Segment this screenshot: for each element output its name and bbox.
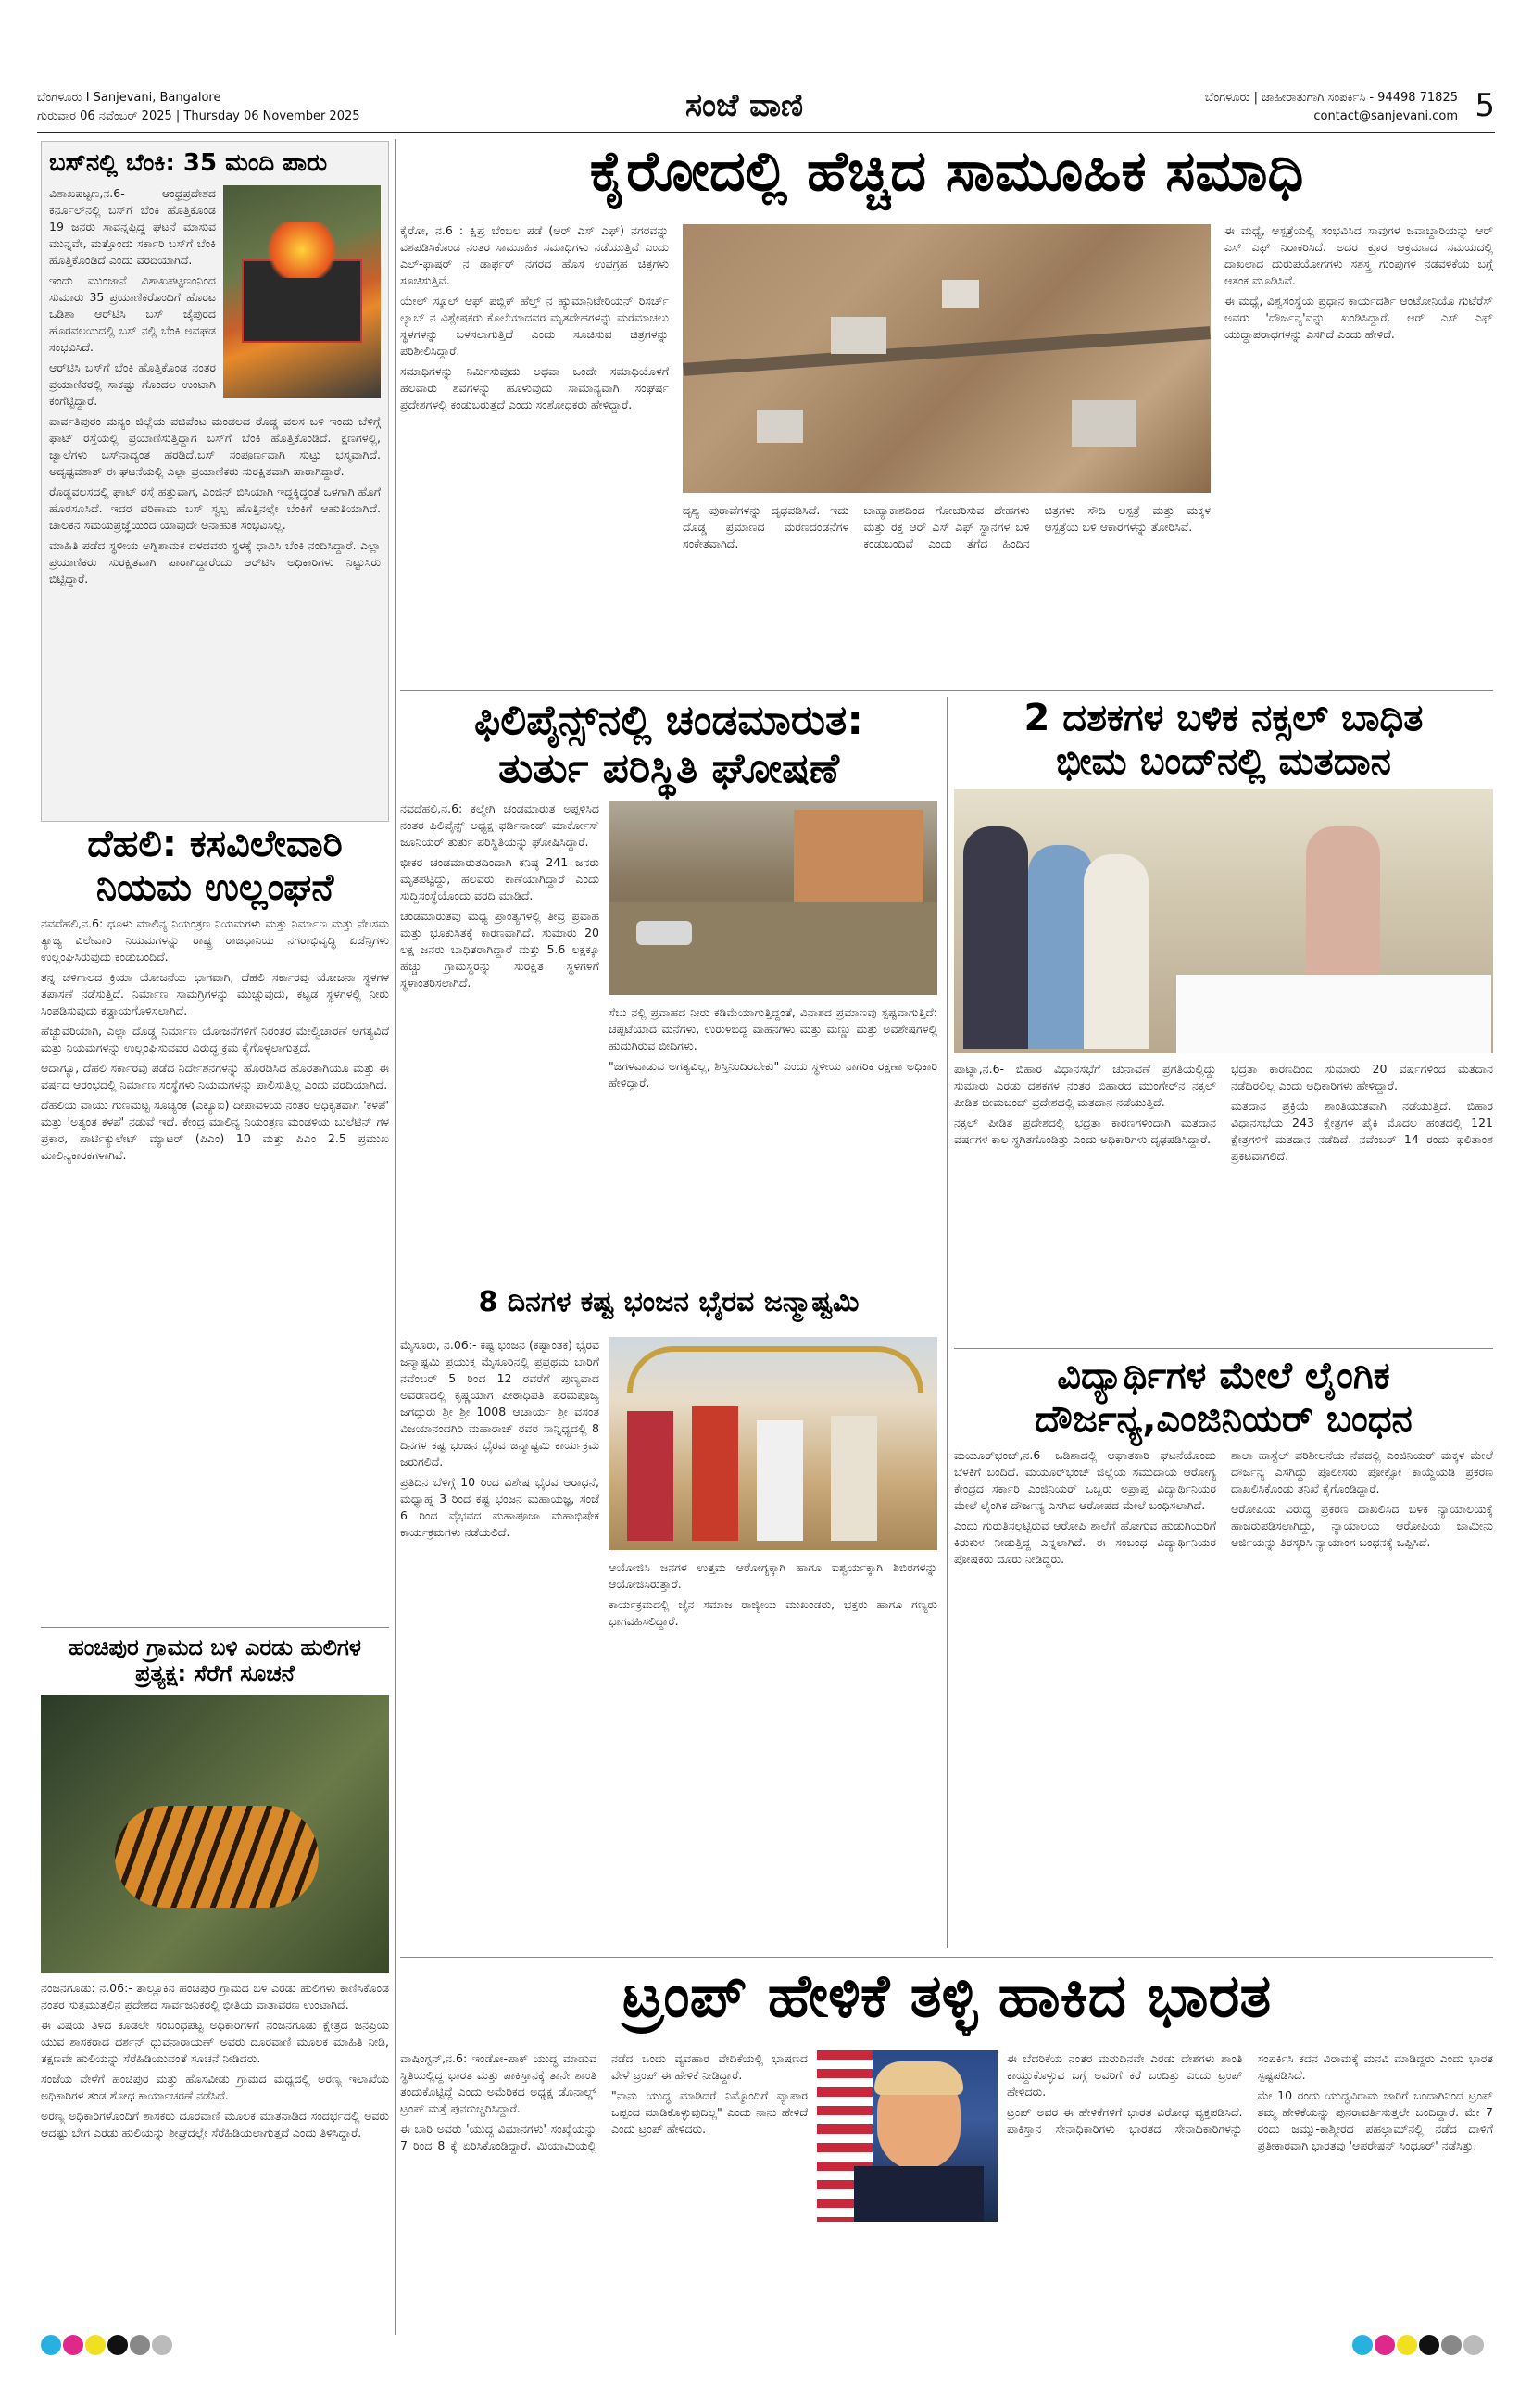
- cairo-headline: ಕೈರೋದಲ್ಲಿ ಹೆಚ್ಚಿದ ಸಾಮೂಹಿಕ ಸಮಾಧಿ: [589, 139, 1304, 204]
- procession-figure-3: [757, 1420, 803, 1541]
- date-kn: ಗುರುವಾರ 06 ನವೆಂಬರ್ 2025: [37, 109, 172, 123]
- registration-marks-left: [41, 2335, 180, 2357]
- paper-city: I Sanjevani, Bangalore: [85, 91, 221, 105]
- engineer-para-1: ಮಯೂರ್‌ಭಂಜ್,ನ.6- ಒಡಿಶಾದಲ್ಲಿ ಆಘಾತಕಾರಿ ಘಟನೆಯೊಂದು ಬೆಳಕಿಗೆ ಬಂದಿದೆ. ಮಯೂರ್‌ಭಂಜ್ ಜಿಲ್ಲೆಯ ಸಮುದಾಯ ಆರೋಗ್ಯ ಕೇಂದ್ರದ ಸರ್ಕಾರಿ ಎಂಜಿನಿಯರ್ ಒಬ್ಬರು ಅಪ್ರಾಪ್ತ ವಿದ್ಯಾರ್ಥಿನಿಯರ ಮೇಲೆ ಲೈಂಗಿಕ ದೌರ್ಜನ್ಯ ಎಸಗಿದ ಆರೋಪದ ಮೇಲೆ ಬಂಧಿಸಲಾಗಿದೆ.: [954, 1448, 1216, 1513]
- bus-para-1: ವಿಶಾಖಪಟ್ಟಣ,ನ.6- ಆಂಧ್ರಪ್ರದೇಶದ ಕರ್ನೂಲ್‌ನಲ್ಲಿ ಬಸ್‌ಗೆ ಬೆಂಕಿ ಹೊತ್ತಿಕೊಂಡ 19 ಜನರು ಸಾವನ್ನಪ್ಪಿದ್ದ ಘಟನೆ ಮಾಸುವ ಮುನ್ನವೇ, ಮತ್ತೊಂದು ಸರ್ಕಾರಿ ಬಸ್‌ಗೆ ಬೆಂಕಿ ಹೊತ್ತಿಕೊಂಡಿದೆ ಎಂದು ವರದಿಯಾಗಿದೆ.: [49, 185, 216, 267]
- bus-photo: [223, 185, 381, 398]
- naxal-para-3: ಭದ್ರತಾ ಕಾರಣದಿಂದ ಸುಮಾರು 20 ವರ್ಷಗಳಿಂದ ಮತದಾನ ನಡೆದಿರಲಿಲ್ಲ ಎಂದು ಅಧಿಕಾರಿಗಳು ಹೇಳಿದ್ದಾರೆ.: [1231, 1062, 1493, 1092]
- divider-cairo: [400, 690, 1493, 691]
- cairo-col-right: [1224, 222, 1493, 347]
- bhairava-para-3: ಆಯೋಜಿಸಿ ಜನಗಳ ಉತ್ತಮ ಆರೋಗ್ಯಕ್ಕಾಗಿ ಹಾಗೂ ಐಶ್ವರ್ಯಕ್ಕಾಗಿ ಶಿಬಿರಗಳನ್ನು ಆಯೋಜಿಸಿರುತ್ತಾರೆ.: [609, 1560, 937, 1591]
- procession-arch: [627, 1346, 923, 1393]
- masthead-right: [1205, 89, 1458, 126]
- bus-para-3: ಆರ್‌ಟಿಸಿ ಬಸ್‌ಗೆ ಬೆಂಕಿ ಹೊತ್ತಿಕೊಂಡ ನಂತರ ಪ್ರಯಾಣಿಕರಲ್ಲಿ ಸಾಕಷ್ಟು ಗೊಂದಲ ಉಂಟಾಗಿ ಕಂಗೆಟ್ಟಿದ್ದಾರೆ.: [49, 359, 216, 408]
- philippines-headline-2: ತುರ್ತು ಪರಿಸ್ಥಿತಿ ಘೋಷಣೆ: [497, 744, 840, 792]
- trump-suit: [854, 2166, 984, 2222]
- philippines-col-left: [400, 801, 599, 995]
- philippines-para-1: ನವದೆಹಲಿ,ನ.6: ಕಲ್ಮೇಗಿ ಚಂಡಮಾರುತ ಅಪ್ಪಳಿಸಿದ ನಂತರ ಫಿಲಿಪೈನ್ಸ್ ಅಧ್ಯಕ್ಷ ಫರ್ಡಿನಾಂಡ್ ಮಾರ್ಕೋಸ್ ಜೂನಿಯರ್ ತುರ್ತು ಪರಿಸ್ಥಿತಿಯನ್ನು ಘೋಷಿಸಿದ್ದಾರೆ.: [400, 801, 599, 849]
- naxal-para-4: ಮತದಾನ ಪ್ರಕ್ರಿಯೆ ಶಾಂತಿಯುತವಾಗಿ ನಡೆಯುತ್ತಿದೆ. ಬಿಹಾರ ವಿಧಾನಸಭೆಯ 243 ಕ್ಷೇತ್ರಗಳ ಪೈಕಿ ಮೊದಲ ಹಂತದಲ್ಲಿ 121 ಕ್ಷೇತ್ರಗಳಿಗೆ ಮತದಾನ ನಡೆದಿದೆ. ನವೆಂಬರ್ 14 ರಂದು ಫಲಿತಾಂಶ ಪ್ರಕಟವಾಗಲಿದೆ.: [1231, 1099, 1493, 1163]
- procession-figure-4: [831, 1416, 877, 1541]
- flood-building: [794, 810, 923, 902]
- naxal-headline-2: ಭೀಮ ಬಂದ್‌ನಲ್ಲಿ ಮತದಾನ: [1056, 740, 1391, 784]
- reg-yellow-r: [1397, 2335, 1417, 2355]
- reg-black: [107, 2335, 128, 2355]
- bus-para-6: ಮಾಹಿತಿ ಪಡೆದ ಸ್ಥಳೀಯ ಅಗ್ನಿಶಾಮಕ ದಳದವರು ಸ್ಥಳಕ್ಕೆ ಧಾವಿಸಿ ಬೆಂಕಿ ನಂದಿಸಿದ್ದಾರೆ. ಎಲ್ಲಾ ಪ್ರಯಾಣಿಕರು ಸುರಕ್ಷಿತವಾಗಿ ಪಾರಾಗಿದ್ದಾರೆಂದು ಆರ್‌ಟಿಸಿ ಅಧಿಕಾರಿಗಳು ನಿಟ್ಟುಸಿರು ಬಿಟ್ಟಿದ್ದಾರೆ.: [49, 537, 381, 586]
- trump-para-2: ಈ ಬಾರಿ ಅವರು 'ಯುದ್ಧ ವಿಮಾನಗಳು' ಸಂಖ್ಯೆಯನ್ನು 7 ರಿಂದ 8 ಕ್ಕೆ ಏರಿಸಿಕೊಂಡಿದ್ದಾರೆ. ಮಿಯಾಮಿಯಲ್ಲಿ ನಡೆದ ಒಂದು ವ್ಯವಹಾರ ವೇದಿಕೆಯಲ್ಲಿ ಭಾಷಣದ ವೇಳೆ ಟ್ರಂಪ್ ಈ ಹೇಳಿಕೆ ನೀಡಿದ್ದಾರೆ.: [400, 2051, 808, 2152]
- engineer-body: [954, 1447, 1493, 1568]
- contact-email[interactable]: contact@sanjevani.com: [1313, 109, 1458, 123]
- trump-hair: [874, 2061, 963, 2095]
- city-kn: ಬೆಂಗಳೂರು: [37, 91, 82, 105]
- trump-col-left: [400, 2050, 808, 2154]
- reg-cyan-r: [1352, 2335, 1373, 2355]
- delhi-para-2: ತನ್ನ ಚಳಿಗಾಲದ ಕ್ರಿಯಾ ಯೋಜನೆಯ ಭಾಗವಾಗಿ, ದೆಹಲಿ ಸರ್ಕಾರವು ಯೋಜನಾ ಸ್ಥಳಗಳ ತಪಾಸಣೆ ನಡೆಸುತ್ತಿದೆ. ನಿರ್ಮಾಣ ಸಾಮಗ್ರಿಗಳನ್ನು ಮುಚ್ಚುವುದು, ಕಟ್ಟಡ ಸ್ಥಳಗಳಲ್ಲಿ ನೀರು ಸಿಂಪಡಿಸುವುದು ಕಡ್ಡಾಯಗೊಳಿಸಲಾಗಿದೆ.: [41, 970, 389, 1018]
- article-tiger: [41, 1634, 389, 2320]
- polling-photo: [954, 789, 1493, 1053]
- divider-naxal: [954, 1348, 1493, 1349]
- delhi-para-4: ಆದಾಗ್ಯೂ, ದೆಹಲಿ ಸರ್ಕಾರವು ಪಡೆದ ನಿರ್ದೇಶನಗಳನ್ನು ಹೊರಡಿಸಿದ ಹೊರತಾಗಿಯೂ ಮತ್ತು ಈ ವರ್ಷದ ಆರಂಭದಲ್ಲಿ ನಿರ್ಮಾಣ ಸಂಸ್ಥೆಗಳು ನಿಯಮಗಳನ್ನು ಪಾಲಿಸುತ್ತಿಲ್ಲ ಎಂದು ವರದಿಯಾಗಿದೆ.: [41, 1061, 389, 1092]
- tiger-para-3: ಸಂಜೆಯ ವೇಳೆಗೆ ಹಂಚಿಪುರ ಮತ್ತು ಹೊಸವೀಡು ಗ್ರಾಮದ ಮಧ್ಯದಲ್ಲಿ ಅರಣ್ಯ ಇಲಾಖೆಯ ಅಧಿಕಾರಿಗಳ ತಂಡ ಶೋಧ ಕಾರ್ಯಾಚರಣೆ ನಡೆಸಿದೆ.: [41, 2071, 389, 2102]
- trump-headline: ಟ್ರಂಪ್ ಹೇಳಿಕೆ ತಳ್ಳಿ ಹಾಕಿದ ಭಾರತ: [622, 1962, 1272, 2031]
- bus-para-5: ರೊಡ್ಡವಲಸದಲ್ಲಿ ಘಾಟ್ ರಸ್ತೆ ಹತ್ತುವಾಗ, ಎಂಜಿನ್ ಬಿಸಿಯಾಗಿ ಇದ್ದಕ್ಕಿದ್ದಂತೆ ಒಳಗಾಗಿ ಹೊಗೆ ಹೊರಸೂಸಿದೆ. ಇದರ ಪರಿಣಾಮ ಬಸ್ ಸ್ವಲ್ಪ ಹೊತ್ತಿನಲ್ಲೇ ಬೆಂಕಿಗೆ ಆಹುತಿಯಾಗಿದೆ. ಚಾಲಕನ ಸಮಯಪ್ರಜ್ಞೆಯಿಂದ ಯಾವುದೇ ಅನಾಹುತ ಸಂಭವಿಸಿಲ್ಲ.: [49, 484, 381, 532]
- engineer-headline-2: ದೌರ್ಜನ್ಯ,ಎಂಜಿನಿಯರ್ ಬಂಧನ: [1035, 1398, 1413, 1442]
- cairo-para-3: ಸಮಾಧಿಗಳನ್ನು ನಿರ್ಮಿಸುವುದು ಅಥವಾ ಒಂದೇ ಸಮಾಧಿಯೊಳಗೆ ಹಲವಾರು ಶವಗಳನ್ನು ಹೂಳುವುದು ಸಾಮಾನ್ಯವಾಗಿ ಸಂಘರ್ಷ ಪ್ರದೇಶಗಳಲ್ಲಿ ಕಂಡುಬರುತ್ತದೆ ಎಂದು ಸಂಶೋಧಕರು ಹೇಳಿದ್ದಾರೆ.: [400, 364, 669, 411]
- cairo-para-1: ಕೈರೋ, ನ.6 : ಕ್ಷಿಪ್ರ ಬೆಂಬಲ ಪಡೆ (ಆರ್ ಎಸ್ ಎಫ್) ನಗರವನ್ನು ವಶಪಡಿಸಿಕೊಂಡ ನಂತರ ಸಾಮೂಹಿಕ ಸಮಾಧಿಗಳು ನಡೆಯುತ್ತಿವೆ ಎಂದು ಎಲ್-ಫಾಷರ್ ನ ಡಾರ್ಫರ್ ನಗರದ ಹೊಸ ಉಪಗ್ರಹ ಚಿತ್ರಗಳು ಸೂಚಿಸುತ್ತಿವೆ.: [400, 223, 669, 287]
- tiger-photo: [41, 1695, 389, 1973]
- registration-marks-right: [1352, 2335, 1491, 2357]
- procession-figure-2: [692, 1406, 738, 1541]
- delhi-para-3: ಹೆಚ್ಚುವರಿಯಾಗಿ, ಎಲ್ಲಾ ದೊಡ್ಡ ನಿರ್ಮಾಣ ಯೋಜನೆಗಳಿಗೆ ನಿರಂತರ ಮೇಲ್ವಿಚಾರಣೆ ಅಗತ್ಯವಿದೆ ಮತ್ತು ನಿಯಮಗಳನ್ನು ಉಲ್ಲಂಘಿಸುವವರ ವಿರುದ್ಧ ಕ್ರಮ ಕೈಗೊಳ್ಳಲಾಗುತ್ತದೆ.: [41, 1024, 389, 1055]
- tiger-headline: ಹಂಚಿಪುರ ಗ್ರಾಮದ ಬಳಿ ಎರಡು ಹುಲಿಗಳ ಪ್ರತ್ಯಕ್ಷ: ಸೆರೆಗೆ ಸೂಚನೆ: [69, 1634, 361, 1687]
- naxal-headline-1: 2 ದಶಕಗಳ ಬಳಿಕ ನಕ್ಸಲ್ ಬಾಧಿತ: [1023, 697, 1424, 739]
- bhairava-headline: 8 ದಿನಗಳ ಕಷ್ಟ ಭಂಜನ ಭೈರವ ಜನ್ಮಾಷ್ಟಮಿ: [478, 1286, 860, 1318]
- reg-grey-2-r: [1463, 2335, 1484, 2355]
- bus-para-4: ಪಾರ್ವತಿಪುರಂ ಮನ್ಯಂ ಜಿಲ್ಲೆಯ ಪಚಿಪೆಂಟ ಮಂಡಲದ ರೊಡ್ಡ ವಲಸ ಬಳಿ ಇಂದು ಬೆಳಿಗ್ಗೆ ಘಾಟ್ ರಸ್ತೆಯಲ್ಲಿ ಪ್ರಯಾಣಿಸುತ್ತಿದ್ದಾಗ ಬಸ್‌ಗೆ ಬೆಂಕಿ ಹೊತ್ತಿಕೊಂಡಿದೆ. ಕ್ಷಣಗಳಲ್ಲಿ, ಜ್ವಾಲೆಗಳು ಬಸ್‌ನಾದ್ಯಂತ ಹರಡಿದೆ.ಬಸ್ ಸಂಪೂರ್ಣವಾಗಿ ಸುಟ್ಟು ಭಸ್ಮವಾಗಿದೆ. ಅದೃಷ್ಟವಶಾತ್ ಈ ಘಟನೆಯಲ್ಲಿ ಎಲ್ಲಾ ಪ್ರಯಾಣಿಕರು ಸುರಕ್ಷಿತವಾಗಿ ಪಾರಾಗಿದ್ದಾರೆ.: [49, 413, 381, 478]
- trump-col-right: [1007, 2050, 1493, 2154]
- tiger-para-2: ಈ ವಿಷಯ ತಿಳಿದ ಕೂಡಲೇ ಸಂಬಂಧಪಟ್ಟ ಅಧಿಕಾರಿಗಳಿಗೆ ನಂಜನಗೂಡು ಕ್ಷೇತ್ರದ ಜನಪ್ರಿಯ ಯುವ ಶಾಸಕರಾದ ದರ್ಶನ್ ಧ್ರುವನಾರಾಯಣ್ ಅವರು ದೂರವಾಣಿ ಮೂಲಕ ಮಾಹಿತಿ ನೀಡಿ, ತಕ್ಷಣವೇ ಹುಲಿಯನ್ನು ಸೆರೆಹಿಡಿಯುವಂತೆ ಸೂಚನೆ ನೀಡಿದರು.: [41, 2017, 389, 2065]
- divider-delhi: [41, 1627, 389, 1628]
- philippines-headline-1: ಫಿಲಿಪೈನ್ಸ್‌ನಲ್ಲಿ ಚಂಡಮಾರುತ:: [474, 697, 863, 744]
- reg-grey-2: [152, 2335, 172, 2355]
- article-trump: [400, 1962, 1493, 2328]
- delhi-body: [41, 915, 389, 1164]
- reg-grey-1-r: [1441, 2335, 1462, 2355]
- article-bus: [41, 141, 389, 822]
- article-engineer: [954, 1355, 1493, 1952]
- engineer-para-2: ಎಂದು ಗುರುತಿಸಲ್ಪಟ್ಟಿರುವ ಆರೋಪಿ ಶಾಲೆಗೆ ಹೋಗುವ ಹುಡುಗಿಯರಿಗೆ ಕಿರುಕುಳ ನೀಡುತ್ತಿದ್ದ ಎನ್ನಲಾಗಿದೆ. ಈ ಸಂಬಂಧ ವಿದ್ಯಾರ್ಥಿನಿಯರ ಪೋಷಕರು ದೂರು ನೀಡಿದ್ದರು.: [954, 1519, 1216, 1567]
- philippines-para-3: ಚಂಡಮಾರುತವು ಮಧ್ಯ ಪ್ರಾಂತ್ಯಗಳಲ್ಲಿ ತೀವ್ರ ಪ್ರವಾಹ ಮತ್ತು ಭೂಕುಸಿತಕ್ಕೆ ಕಾರಣವಾಗಿದೆ. ಸುಮಾರು 20 ಲಕ್ಷ ಜನರು ಬಾಧಿತರಾಗಿದ್ದಾರೆ ಮತ್ತು 5.6 ಲಕ್ಷಕ್ಕೂ ಹೆಚ್ಚು ಗ್ರಾಮಸ್ಥರನ್ನು ಸುರಕ್ಷಿತ ಸ್ಥಳಗಳಿಗೆ ಸ್ಥಳಾಂತರಿಸಲಾಗಿದೆ.: [400, 909, 599, 990]
- philippines-para-2: ಭೀಕರ ಚಂಡಮಾರುತದಿಂದಾಗಿ ಕನಿಷ್ಠ 241 ಜನರು ಮೃತಪಟ್ಟಿದ್ದು, ಹಲವರು ಕಾಣೆಯಾಗಿದ್ದಾರೆ ಎಂದು ಸುದ್ದಿಸಂಸ್ಥೆಯೊಂದು ವರದಿ ಮಾಡಿದೆ.: [400, 855, 599, 902]
- tiger-body: [41, 1980, 389, 2141]
- bhairava-col-left: [400, 1337, 599, 1544]
- divider-mid: [947, 697, 948, 1948]
- philippines-para-5: "ಜಗಳವಾಡುವ ಅಗತ್ಯವಿಲ್ಲ, ಶಿಸ್ತಿನಿಂದಿರಬೇಕು" ಎಂದು ಸ್ಥಳೀಯ ನಾಗರಿಕ ರಕ್ಷಣಾ ಅಧಿಕಾರಿ ಹೇಳಿದ್ದಾರೆ.: [609, 1059, 937, 1090]
- reg-cyan: [41, 2335, 61, 2355]
- divider-bottom: [400, 1957, 1493, 1958]
- bhairava-para-2: ಪ್ರತಿದಿನ ಬೆಳಿಗ್ಗೆ 10 ರಿಂದ ವಿಶೇಷ ಭೈರವ ಆರಾಧನೆ, ಮಧ್ಯಾಹ್ನ 3 ರಿಂದ ಕಷ್ಟ ಭಂಜನ ಮಹಾಯಜ್ಞ, ಸಂಜೆ 6 ರಿಂದ ವೈಭವದ ಮಹಾಪೂಜಾ ಮಹಾಭಿಷೇಕ ಕಾರ್ಯಕ್ರಮಗಳು ನಡೆಯಲಿದೆ.: [400, 1475, 599, 1539]
- voter-elderly: [1084, 854, 1149, 1049]
- engineer-headline: [954, 1355, 1493, 1442]
- satellite-building-1: [831, 317, 886, 354]
- date-en: | Thursday 06 November 2025: [175, 109, 360, 123]
- trump-para-4: ಈ ಬೆದರಿಕೆಯ ನಂತರ ಮರುದಿನವೇ ಎರಡು ದೇಶಗಳು ಶಾಂತಿ ಕಾಯ್ದುಕೊಳ್ಳುವ ಬಗ್ಗೆ ಅವರಿಗೆ ಕರೆ ಬಂದಿತ್ತು ಎಂದು ಟ್ರಂಪ್ ಹೇಳಿದರು.: [1007, 2051, 1243, 2099]
- flood-car: [636, 921, 692, 945]
- naxal-headline: [954, 697, 1493, 784]
- naxal-body: [954, 1061, 1493, 1165]
- delhi-headline: [41, 823, 389, 910]
- divider-left: [395, 139, 396, 2335]
- engineer-para-3: ಶಾಲಾ ಹಾಸ್ಟೆಲ್ ಪರಿಶೀಲನೆಯ ನೆಪದಲ್ಲಿ ಎಂಜಿನಿಯರ್ ಮಕ್ಕಳ ಮೇಲೆ ದೌರ್ಜನ್ಯ ಎಸಗಿದ್ದು ಪೊಲೀಸರು ಪೋಕ್ಸೋ ಕಾಯ್ದೆಯಡಿ ಪ್ರಕರಣ ದಾಖಲಿಸಿಕೊಂಡು ತನಿಖೆ ಕೈಗೊಂಡಿದ್ದಾರೆ.: [1231, 1448, 1493, 1496]
- article-bhairava: [400, 1286, 937, 1953]
- tiger-para-4: ಅರಣ್ಯ ಅಧಿಕಾರಿಗಳೊಂದಿಗೆ ಶಾಸಕರು ದೂರವಾಣಿ ಮೂಲಕ ಮಾತನಾಡಿದ ಸಂದರ್ಭದಲ್ಲಿ ಅವರು ಆದಷ್ಟು ಬೇಗ ಎರಡು ಹುಲಿಯನ್ನು ಶೀಘ್ರದಲ್ಲೇ ಸೆರೆಹಿಡಿಯಲಾಗುತ್ತದೆ ಎಂದು ತಿಳಿಸಿದ್ದಾರೆ.: [41, 2108, 389, 2139]
- flood-water: [609, 902, 937, 995]
- satellite-building-2: [942, 280, 979, 308]
- procession-figure-1: [627, 1411, 673, 1541]
- page-number: 5: [1475, 87, 1495, 124]
- trump-para-6: ಮೇ 10 ರಂದು ಯುದ್ಧವಿರಾಮ ಜಾರಿಗೆ ಬಂದಾಗಿನಿಂದ ಟ್ರಂಪ್ ತಮ್ಮ ಹೇಳಿಕೆಯನ್ನು ಪುನರಾವರ್ತಿಸುತ್ತಲೇ ಬಂದಿದ್ದಾರೆ. ಮೇ 7 ರಂದು ಜಮ್ಮು-ಕಾಶ್ಮೀರದ ಪಹಲ್ಗಾಮ್‌ನಲ್ಲಿ ನಡೆದ ದಾಳಿಗೆ ಪ್ರತೀಕಾರವಾಗಿ ಭಾರತವು 'ಆಪರೇಷನ್ ಸಿಂಧೂರ್' ನಡೆಸಿತ್ತು.: [1257, 2088, 1493, 2152]
- bhairava-col-bottom: [609, 1559, 937, 1633]
- procession-photo: [609, 1337, 937, 1550]
- cairo-para-6: ಈ ಮಧ್ಯೆ, ಆಸ್ಪತ್ರೆಯಲ್ಲಿ ಸಂಭವಿಸಿದ ಸಾವುಗಳ ಜವಾಬ್ದಾರಿಯನ್ನು ಆರ್ ಎಸ್ ಎಫ್ ನಿರಾಕರಿಸಿದೆ. ಅದರ ಕ್ರೂರ ಆಕ್ರಮಣದ ಸಮಯದಲ್ಲಿ ದಾಖಲಾದ ದುರುಪಯೋಗಗಳು ಸಶಸ್ತ್ರ ಗುಂಪುಗಳ ನಡವಳಿಕೆಯ ಬಗ್ಗೆ ಆತಂಕ ಮೂಡಿಸಿವೆ.: [1224, 223, 1493, 287]
- bhairava-para-4: ಕಾರ್ಯಕ್ರಮದಲ್ಲಿ ಜೈನ ಸಮಾಜ ರಾಜ್ಯೀಯ ಮುಖಂಡರು, ಭಕ್ತರು ಹಾಗೂ ಗಣ್ಯರು ಭಾಗವಹಿಸಲಿದ್ದಾರೆ.: [609, 1597, 937, 1628]
- ad-contact: ಬೆಂಗಳೂರು | ಜಾಹೀರಾತುಗಾಗಿ ಸಂಪರ್ಕಿಸಿ - 94498 71825: [1204, 91, 1458, 105]
- delhi-para-5: ದೆಹಲಿಯ ವಾಯು ಗುಣಮಟ್ಟ ಸೂಚ್ಯಂಕ (ಎಕ್ಯೂಐ) ದೀಪಾವಳಿಯ ನಂತರ ಅಧಿಕೃತವಾಗಿ 'ಕಳಪೆ' ಮತ್ತು 'ಅತ್ಯಂತ ಕಳಪೆ' ನಡುವೆ ಇದೆ. ಕೇಂದ್ರ ಮಾಲಿನ್ಯ ನಿಯಂತ್ರಣ ಮಂಡಳಿಯ ಬುಲೆಟಿನ್ ಗಳ ಪ್ರಕಾರ, ಪಾರ್ಟಿಕ್ಯುಲೇಟ್ ಮ್ಯಾಟರ್ (ಪಿಎಂ) 10 ಮತ್ತು ಪಿಎಂ 2.5 ಪ್ರಮುಖ ಮಾಲಿನ್ಯಕಾರಕಗಳಾಗಿವೆ.: [41, 1098, 389, 1163]
- reg-yellow: [85, 2335, 106, 2355]
- satellite-building-4: [757, 410, 803, 443]
- philippines-col-bottom: [609, 1004, 937, 1095]
- bhairava-para-1: ಮೈಸೂರು, ನ.06:- ಕಷ್ಟ ಭಂಜನ (ಕಷ್ಟಾಂತಕ) ಭೈರವ ಜನ್ಮಾಷ್ಟಮಿ ಪ್ರಯುಕ್ತ ಮೈಸೂರಿನಲ್ಲಿ ಪ್ರಪ್ರಥಮ ಬಾರಿಗೆ ನವೆಂಬರ್ 5 ರಿಂದ 12 ರವರೆಗೆ ಪುಣ್ಯವಾದ ಅವರಣದಲ್ಲಿ ಕೃಷ್ಣಯಾಗ ಪೀಠಾಧಿಪತಿ ಪರಮಪೂಜ್ಯ ಜಗದ್ಗುರು ಶ್ರೀ ಶ್ರೀ 1008 ಆಚಾರ್ಯ ಶ್ರೀ ವಸಂತ ವಿಜಯಾನಂದಗಿರಿ ಮಹಾರಾಜ್ ರವರ ಸಾನ್ನಿಧ್ಯದಲ್ಲಿ 8 ದಿನಗಳ ಕಷ್ಟ ಭಂಜನ ಭೈರವ ಜನ್ಮಾಷ್ಟಮಿ ಕಾರ್ಯಕ್ರಮ ಜರುಗಲಿದೆ.: [400, 1338, 599, 1469]
- engineer-headline-1: ವಿದ್ಯಾರ್ಥಿಗಳ ಮೇಲೆ ಲೈಂಗಿಕ: [1057, 1355, 1390, 1397]
- fire-flames: [260, 222, 344, 278]
- article-naxal: [954, 697, 1493, 1345]
- trump-para-3: "ನಾನು ಯುದ್ಧ ಮಾಡಿದರೆ ನಿಮ್ಮೊಂದಿಗೆ ವ್ಯಾಪಾರ ಒಪ್ಪಂದ ಮಾಡಿಕೊಳ್ಳುವುದಿಲ್ಲ" ಎಂದು ನಾನು ಹೇಳಿದೆ ಎಂದು ಟ್ರಂಪ್ ಹೇಳಿದರು.: [611, 2088, 808, 2136]
- polling-table: [1176, 975, 1491, 1053]
- cairo-col-bottom: [683, 502, 1211, 552]
- engineer-para-4: ಆರೋಪಿಯ ವಿರುದ್ಧ ಪ್ರಕರಣ ದಾಖಲಿಸಿದ ಬಳಿಕ ನ್ಯಾಯಾಲಯಕ್ಕೆ ಹಾಜರುಪಡಿಸಲಾಗಿದ್ದು, ನ್ಯಾಯಾಲಯ ಆರೋಪಿಯ ಜಾಮೀನು ಅರ್ಜಿಯನ್ನು ತಿರಸ್ಕರಿಸಿ ನ್ಯಾಯಾಂಗ ಬಂಧನಕ್ಕೆ ಒಪ್ಪಿಸಿದೆ.: [1231, 1502, 1493, 1550]
- trump-para-5: ಟ್ರಂಪ್ ಅವರ ಈ ಹೇಳಿಕೆಗಳಿಗೆ ಭಾರತ ವಿರೋಧ ವ್ಯಕ್ತಪಡಿಸಿದೆ. ಪಾಕಿಸ್ತಾನ ಸೇನಾಧಿಕಾರಿಗಳು ಭಾರತದ ಸೇನಾಧಿಕಾರಿಗಳನ್ನು ಸಂಪರ್ಕಿಸಿ ಕದನ ವಿರಾಮಕ್ಕೆ ಮನವಿ ಮಾಡಿದ್ದರು ಎಂದು ಭಾರತ ಸ್ಪಷ್ಟಪಡಿಸಿದೆ.: [1007, 2051, 1493, 2136]
- delhi-headline-1: ದೆಹಲಿ: ಕಸವಿಲೇವಾರಿ: [87, 823, 343, 865]
- cairo-para-7: ಈ ಮಧ್ಯೆ, ವಿಶ್ವಸಂಸ್ಥೆಯ ಪ್ರಧಾನ ಕಾರ್ಯದರ್ಶಿ ಆಂಟೋನಿಯೊ ಗುಟೆರೆಸ್ ಅವರು 'ದೌರ್ಜನ್ಯ'ವನ್ನು ಖಂಡಿಸಿದ್ದಾರೆ. ಆರ್ ಎಸ್ ಎಫ್ ಯುದ್ಧಾಪರಾಧಗಳನ್ನು ಎಸಗಿದೆ ಎಂದು ಹೇಳಿದೆ.: [1224, 294, 1493, 341]
- masthead: [37, 85, 1495, 133]
- delhi-headline-2: ನಿಯಮ ಉಲ್ಲಂಘನೆ: [95, 866, 334, 910]
- reg-black-r: [1419, 2335, 1439, 2355]
- article-cairo: [400, 139, 1493, 681]
- cairo-col-left: [400, 222, 669, 417]
- satellite-image: [683, 224, 1211, 493]
- cairo-para-5: ಬಾಹ್ಯಾಕಾಶದಿಂದ ಗೋಚರಿಸುವ ದೇಹಗಳು ಮತ್ತು ರಕ್ತ ಆರ್ ಎಸ್ ಎಫ್ ಸ್ಥಾನಗಳ ಬಳಿ ಕಂಡುಬಂದಿವೆ ಎಂದು ತೆಗೆದ ಹಿಂದಿನ ಚಿತ್ರಗಳು ಸೌದಿ ಆಸ್ಪತ್ರೆ ಮತ್ತು ಮಕ್ಕಳ ಆಸ್ಪತ್ರೆಯ ಬಳಿ ಆಕಾರಗಳನ್ನು ತೋರಿಸಿವೆ.: [863, 503, 1211, 550]
- article-delhi: [41, 823, 389, 1620]
- cairo-para-4: ದೃಶ್ಯ ಪುರಾವೆಗಳನ್ನು ದೃಢಪಡಿಸಿದೆ. ಇದು ದೊಡ್ಡ ಪ್ರಮಾಣದ ಮರಣದಂಡನೆಗಳ ಸಂಕೇತವಾಗಿದೆ.: [683, 503, 849, 550]
- naxal-para-2: ನಕ್ಸಲ್ ಪೀಡಿತ ಪ್ರದೇಶದಲ್ಲಿ ಭದ್ರತಾ ಕಾರಣಗಳಿಂದಾಗಿ ಮತದಾನ ವರ್ಷಗಳ ಕಾಲ ಸ್ಥಗಿತಗೊಂಡಿತ್ತು ಎಂದು ಅಧಿಕಾರಿಗಳು ದೃಢಪಡಿಸಿದ್ದಾರೆ.: [954, 1116, 1216, 1146]
- philippines-headline: [400, 697, 937, 793]
- trump-para-1: ವಾಷಿಂಗ್ಟನ್,ನ.6: ಇಂಡೋ-ಪಾಕ್ ಯುದ್ಧ ಮಾಡುವ ಸ್ಥಿತಿಯಲ್ಲಿದ್ದ ಭಾರತ ಮತ್ತು ಪಾಕಿಸ್ತಾನಕ್ಕೆ ತಾನೇ ಶಾಂತಿ ತಂದುಕೊಟ್ಟಿದ್ದೆ ಎಂದು ಅಮೆರಿಕದ ಅಧ್ಯಕ್ಷ ಡೊನಾಲ್ಡ್ ಟ್ರಂಪ್ ಮತ್ತೆ ಪುನರುಚ್ಚರಿಸಿದ್ದಾರೆ.: [400, 2051, 596, 2115]
- reg-grey-1: [130, 2335, 150, 2355]
- reg-magenta-r: [1375, 2335, 1395, 2355]
- satellite-building-3: [1072, 400, 1136, 447]
- tiger-figure: [115, 1806, 319, 1908]
- philippines-para-4: ಸೆಬು ನಲ್ಲಿ ಪ್ರವಾಹದ ನೀರು ಕಡಿಮೆಯಾಗುತ್ತಿದ್ದಂತೆ, ವಿನಾಶದ ಪ್ರಮಾಣವು ಸ್ಪಷ್ಟವಾಗುತ್ತಿದೆ: ಚಪ್ಪಟೆಯಾದ ಮನೆಗಳು, ಉರುಳಿಬಿದ್ದ ವಾಹನಗಳು ಮತ್ತು ಮಣ್ಣು ಮತ್ತು ಅವಶೇಷಗಳಲ್ಲಿ ಹುದುಗಿರುವ ಬೀದಿಗಳು.: [609, 1005, 937, 1053]
- cairo-para-2: ಯೇಲ್ ಸ್ಕೂಲ್ ಆಫ್ ಪಬ್ಲಿಕ್ ಹೆಲ್ತ್ ನ ಹ್ಯುಮಾನಿಟೇರಿಯನ್ ರಿಸರ್ಚ್ ಲ್ಯಾಬ್ ನ ವಿಶ್ಲೇಷಕರು ಕೊಲೆಯಾದವರ ಮೃತದೇಹಗಳನ್ನು ಮರೆಮಾಚಲು ಸ್ಥಳಗಳನ್ನು ಬಳಸಲಾಗುತ್ತಿದೆ ಎಂದು ಸೂಚಿಸುವ ಚಿತ್ರಗಳನ್ನು ಪರಿಶೀಲಿಸಿದ್ದಾರೆ.: [400, 294, 669, 358]
- article-philippines: [400, 697, 937, 1280]
- delhi-para-1: ನವದೆಹಲಿ,ನ.6: ಧೂಳು ಮಾಲಿನ್ಯ ನಿಯಂತ್ರಣ ನಿಯಮಗಳು ಮತ್ತು ನಿರ್ಮಾಣ ಮತ್ತು ನೆಲಸಮ ತ್ಯಾಜ್ಯ ವಿಲೇವಾರಿ ನಿಯಮಗಳನ್ನು ರಾಷ್ಟ್ರ ರಾಜಧಾನಿಯ ನಗರಾಭಿವೃದ್ಧಿ ಏಜೆನ್ಸಿಗಳು ಉಲ್ಲಂಘಿಸಿರುವುದು ಕಂಡುಬಂದಿದೆ.: [41, 916, 389, 964]
- tiger-para-1: ನಂಜನಗೂಡು: ನ.06:- ತಾಲ್ಲೂಕಿನ ಹಂಚಿಪುರ ಗ್ರಾಮದ ಬಳಿ ಎರಡು ಹುಲಿಗಳು ಕಾಣಿಸಿಕೊಂಡ ನಂತರ ಸುತ್ತಮುತ್ತಲಿನ ಪ್ರದೇಶದ ಸಾರ್ವಜನಿಕರಲ್ಲಿ ಭೀತಿಯ ವಾತಾವರಣ ಉಂಟಾಗಿದೆ.: [41, 1980, 389, 2011]
- masthead-left: [37, 89, 360, 126]
- bus-para-2: ಇಂದು ಮುಂಜಾನೆ ವಿಶಾಖಪಟ್ಟಣಂನಿಂದ ಸುಮಾರು 35 ಪ್ರಯಾಣಿಕರೊಂದಿಗೆ ಹೊರಟ ಒಡಿಶಾ ಆರ್‌ಟಿಸಿ ಬಸ್ ಜೈಪುರದ ಹೊರವಲಯದಲ್ಲಿ ಬಸ್ ನಲ್ಲಿ ಬೆಂಕಿ ಅವಘಡ ಸಂಭವಿಸಿದೆ.: [49, 272, 216, 354]
- reg-magenta: [63, 2335, 83, 2355]
- bus-headline: ಬಸ್‌ನಲ್ಲಿ ಬೆಂಕಿ: 35 ಮಂದಿ ಪಾರು: [49, 149, 328, 177]
- flood-photo: [609, 801, 937, 995]
- masthead-logo: ಸಂಜೆ ವಾಣಿ: [685, 87, 804, 124]
- voter-1: [963, 826, 1028, 1049]
- naxal-para-1: ಪಾಟ್ನಾ,ನ.6- ಬಿಹಾರ ವಿಧಾನಸಭೆಗೆ ಚುನಾವಣೆ ಪ್ರಗತಿಯಲ್ಲಿದ್ದು ಸುಮಾರು ಎರಡು ದಶಕಗಳ ನಂತರ ಬಿಹಾರದ ಮುಂಗೇರ್‌ನ ನಕ್ಸಲ್ ಪೀಡಿತ ಭೀಮಬಂದ್ ಪ್ರದೇಶದಲ್ಲಿ ಮತದಾನ ನಡೆಯುತ್ತಿದೆ.: [954, 1062, 1216, 1109]
- satellite-road: [683, 326, 1211, 376]
- trump-photo: [817, 2050, 998, 2222]
